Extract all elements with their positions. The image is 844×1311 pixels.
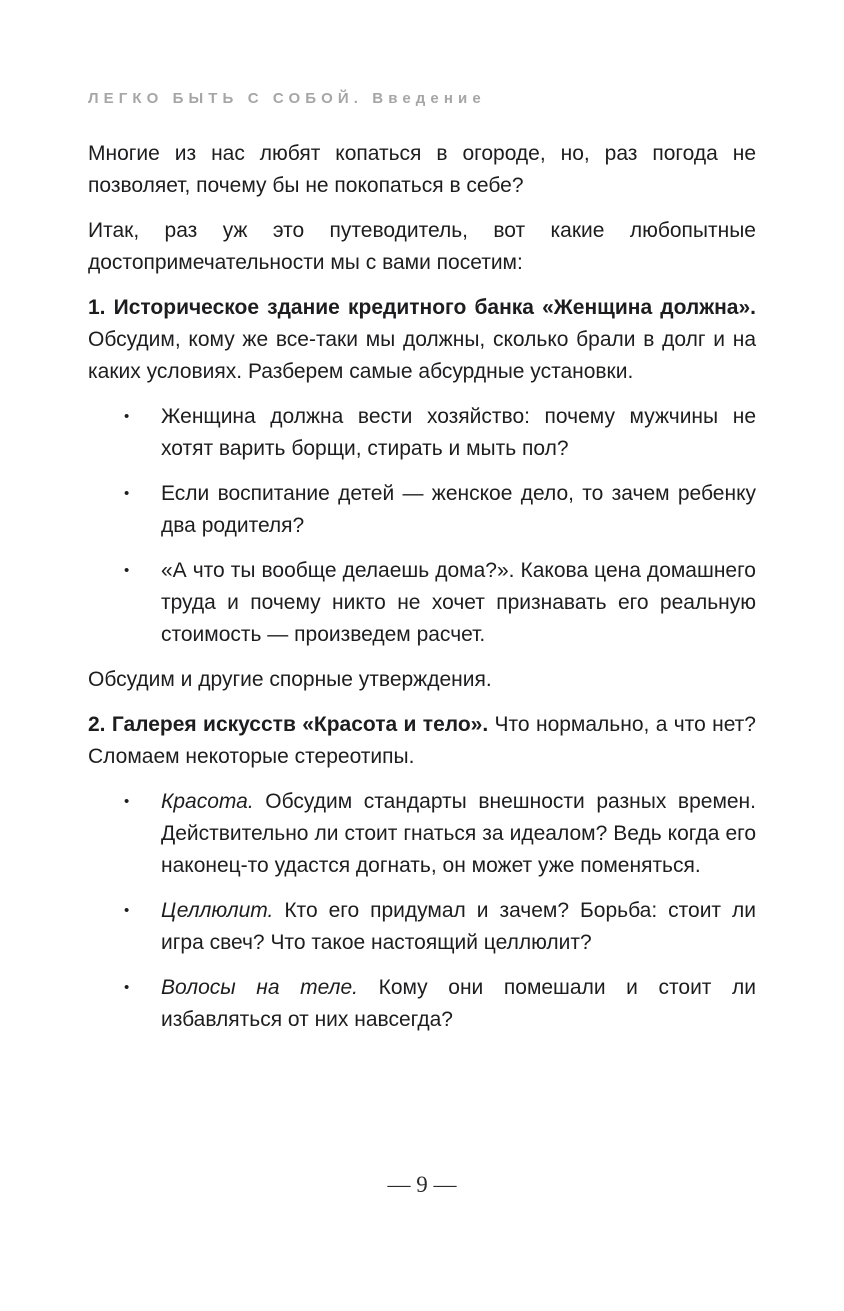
bullet-icon: • [124,902,130,919]
list-item-body: Обсудим стандарты внешности разных времен. Действительно ли стоит гнаться за идеалом? Ведь когда его наконец-то удастся догнать, он может уже поменяться. [161,790,756,877]
bullet-icon: • [124,408,130,425]
paragraph-guide: Итак, раз уж это путеводитель, вот какие любопытные достопримечательности мы с вами посетим: [88,219,756,274]
section-1-heading: 1. Историческое здание кредитного банка «Женщина должна». [88,296,756,319]
list-item-text [161,972,756,1036]
list-item-term: Красота. [161,790,254,813]
list-item-text [161,895,756,959]
list-item [124,555,756,651]
section-2-paragraph [88,709,756,773]
list-item [124,895,756,959]
bullet-icon: • [124,979,130,996]
list-item-text: Женщина должна вести хозяйство: почему мужчины не хотят варить борщи, стирать и мыть пол? [161,405,756,460]
list-item [124,478,756,542]
list-item-text [161,786,756,882]
section-1-paragraph [88,292,756,388]
list-item-text: «А что ты вообще делаешь дома?». Какова цена домашнего труда и почему никто не хочет признавать его реальную стоимость — произведем расчет. [161,559,756,646]
page-number: — 9 — [387,1172,457,1197]
list-item-term: Волосы на теле. [161,976,358,999]
paragraph-intro: Многие из нас любят копаться в огороде, но, раз погода не позволяет, почему бы не покопаться в себе? [88,142,756,197]
running-header: ЛЕГКО БЫТЬ С СОБОЙ. Введение [88,90,486,107]
list-item-body: Кто его придумал и зачем? Борьба: стоит ли игра свеч? Что такое настоящий целлюлит? [161,899,756,954]
list-item-term: Целлюлит. [161,899,274,922]
page-content [88,138,756,1049]
bullet-icon: • [124,485,130,502]
paragraph-between: Обсудим и другие спорные утверждения. [88,668,492,691]
section-1-text: Обсудим, кому же все-таки мы должны, сколько брали в долг и на каких условиях. Разберем самые абсурдные установки. [88,328,756,383]
list-item-body: Кому они помешали и стоит ли избавляться от них навсегда? [161,976,756,1031]
list-item [124,401,756,465]
list-item [124,972,756,1036]
bullet-icon: • [124,793,130,810]
section-2-heading: 2. Галерея искусств «Красота и тело». [88,713,489,736]
list-item-text: Если воспитание детей — женское дело, то зачем ребенку два родителя? [161,482,756,537]
list-item [124,786,756,882]
bullet-icon: • [124,562,130,579]
section-2-text: Что нормально, а что нет? Сломаем некоторые стереотипы. [88,713,756,768]
